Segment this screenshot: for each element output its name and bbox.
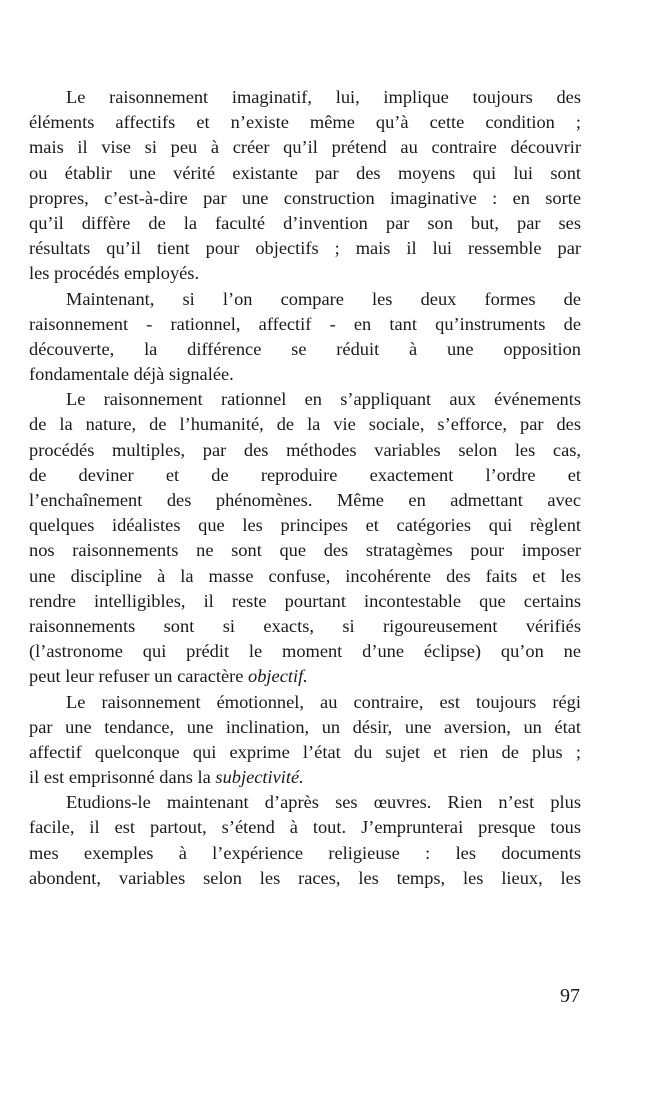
text-line: mais il vise si peu à créer qu’il prétend au contraire découvrir [29,137,581,158]
text-line: Maintenant, si l’on compare les deux formes de [66,288,581,309]
text-line: procédés multiples, par des méthodes variables selon les cas, [29,439,581,460]
body-text [29,85,581,891]
text-line: raisonnement - rationnel, affectif - en tant qu’instruments de [29,313,581,334]
italic-term: subjectivité. [215,767,304,788]
text-line: Etudions-le maintenant d’après ses œuvres. Rien n’est plus [66,792,581,813]
text-line: par une tendance, une inclination, un désir, une aversion, un état [29,716,581,737]
text-line: qu’il diffère de la faculté d’invention par son but, par ses [29,212,581,233]
text-line: éléments affectifs et n’existe même qu’à cette condition ; [29,112,581,133]
text-line: ou établir une vérité existante par des moyens qui lui sont [29,162,581,183]
text-line: l’enchaînement des phénomènes. Même en admettant avec [29,490,581,510]
text-line: une discipline à la masse confuse, incohérente des faits et les [29,565,581,586]
text-line: affectif quelconque qui exprime l’état du sujet et rien de plus ; [29,741,581,762]
text-line: de la nature, de l’humanité, de la vie sociale, s’efforce, par des [29,414,581,435]
text-line: découverte, la différence se réduit à une opposition [29,338,581,359]
paragraph-4 [29,690,581,791]
text-line: raisonnements sont si exacts, si rigoureusement vérifiés [29,615,581,636]
text-line: mes exemples à l’expérience religieuse : les documents [29,842,581,863]
text-line: nos raisonnements ne sont que des stratagèmes pour imposer [29,540,581,561]
text-line: résultats qu’il tient pour objectifs ; mais il lui ressemble par [29,238,581,259]
text-line [29,765,581,790]
text-line: abondent, variables selon les races, les temps, les lieux, les [29,867,581,888]
paragraph-2 [29,287,581,388]
text-line: rendre intelligibles, il reste pourtant incontestable que certains [29,590,581,611]
text-line-prefix: peut leur refuser un caractère [29,666,249,687]
paragraph-5 [29,790,581,891]
text-line: les procédés employés. [29,263,200,284]
text-line-prefix: il est emprisonné dans la [29,767,216,788]
text-line: Le raisonnement rationnel en s’appliquant aux événements [66,389,581,410]
page-number: 97 [560,985,580,1007]
text-line: fondamentale déjà signalée. [29,364,234,385]
text-line [29,664,581,689]
text-line: facile, il est partout, s’étend à tout. J’emprunterai presque tous [29,817,581,838]
text-line: (l’astronome qui prédit le moment d’une éclipse) qu’on ne [29,641,581,662]
text-line: propres, c’est-à-dire par une construction imaginative : en sorte [29,187,581,208]
text-line: de deviner et de reproduire exactement l’ordre et [29,464,581,485]
paragraph-3 [29,387,581,689]
text-line: Le raisonnement imaginatif, lui, implique toujours des [66,87,581,107]
text-line: quelques idéalistes que les principes et catégories qui règlent [29,515,581,536]
paragraph-1 [29,85,581,287]
text-line: Le raisonnement émotionnel, au contraire, est toujours régi [66,691,581,712]
italic-term: objectif. [248,666,308,687]
